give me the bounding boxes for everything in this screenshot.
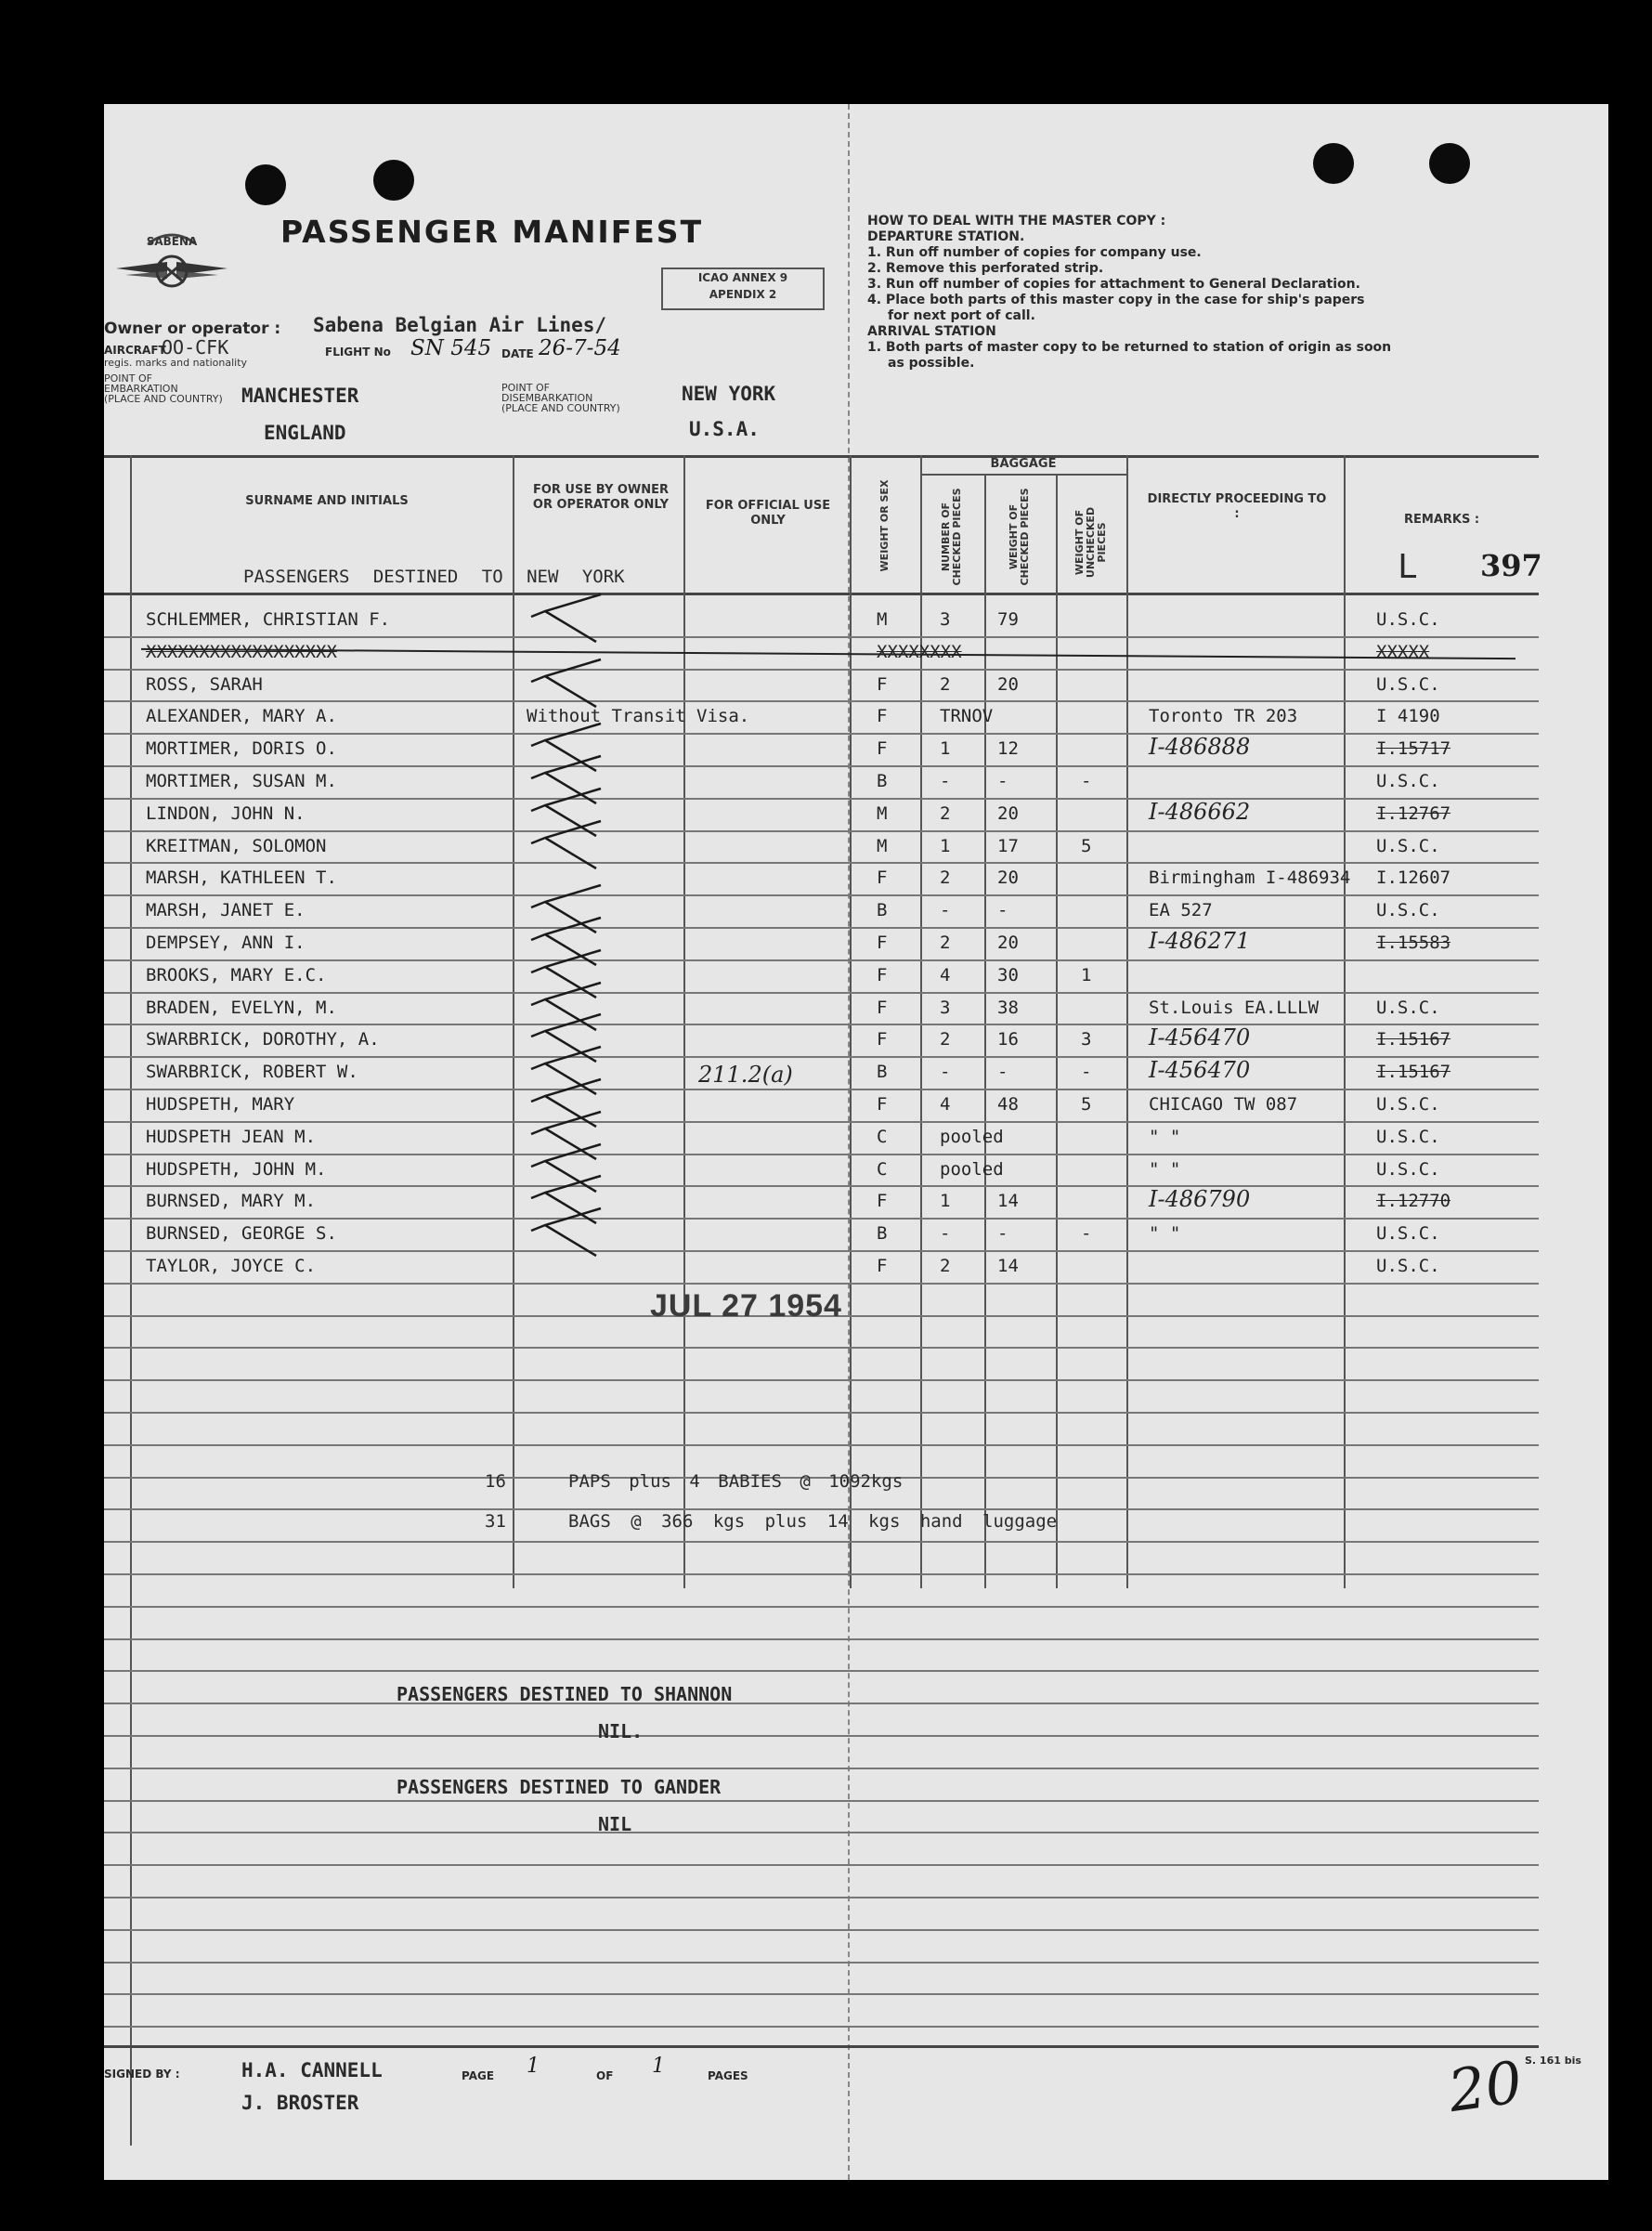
footer-border: [104, 2045, 1539, 2048]
cell-remarks: I.15717: [1376, 738, 1451, 760]
cell-name: SCHLEMMER, CHRISTIAN F.: [146, 609, 391, 630]
row-line: [104, 733, 1539, 735]
row-line: [104, 1800, 1539, 1802]
cell-name: ALEXANDER, MARY A.: [146, 706, 337, 727]
date-label: DATE: [501, 347, 534, 360]
page-value: 1: [527, 2055, 540, 2078]
cell-name: MARSH, JANET E.: [146, 900, 306, 921]
baggage-divider: [920, 474, 1126, 476]
row-line: [104, 1412, 1539, 1414]
col-weight-checked: WEIGHT OF CHECKED PIECES: [1008, 488, 1031, 586]
cell-proceeding: " ": [1149, 1158, 1181, 1180]
col-num-checked: NUMBER OF CHECKED PIECES: [940, 488, 963, 586]
column-divider: [1126, 455, 1128, 1588]
disembark-country: U.S.A.: [689, 418, 760, 440]
cell-proceeding: EA 527: [1149, 900, 1213, 921]
col-weight-unchecked: WEIGHT OF UNCHECKED PIECES: [1073, 506, 1108, 579]
row-line: [104, 1283, 1539, 1285]
cell-remarks: I.15583: [1376, 933, 1451, 953]
annex-line-1: ICAO ANNEX 9: [697, 271, 788, 284]
cell-name: TAYLOR, JOYCE C.: [146, 1256, 317, 1276]
cell-sex: B: [877, 1062, 888, 1083]
date-stamp: JUL 27 1954: [650, 1288, 842, 1324]
cell-weight: 79: [997, 609, 1019, 630]
cell-pieces: 4: [940, 1094, 951, 1115]
row-line: [104, 1670, 1539, 1672]
cell-unchecked: -: [1081, 1062, 1092, 1083]
cell-sex: XXXXXXXX: [877, 641, 962, 662]
row-line: [104, 1541, 1539, 1543]
flight-value: SN 545: [410, 336, 492, 360]
col-owner-use: FOR USE BY OWNER OR OPERATOR ONLY: [532, 483, 670, 512]
cell-pieces: 4: [940, 964, 951, 985]
shannon-value: NIL.: [598, 1720, 644, 1742]
cell-weight: -: [997, 771, 1008, 791]
cell-sex: F: [877, 964, 888, 985]
row-line: [104, 1993, 1539, 1995]
logo-text: SABENA: [146, 235, 198, 248]
cell-sex: M: [877, 802, 888, 824]
cell-pieces: 2: [940, 1256, 951, 1276]
cell-proceeding: I-456470: [1149, 1057, 1251, 1084]
punch-hole: [245, 164, 286, 205]
cell-unchecked: -: [1081, 1223, 1092, 1245]
row-line: [104, 1929, 1539, 1931]
embark-place: MANCHESTER: [241, 385, 359, 407]
cell-remarks: U.S.C.: [1376, 1158, 1440, 1180]
cell-weight: 14: [997, 1256, 1019, 1276]
row-line: [104, 1250, 1539, 1252]
cell-proceeding: " ": [1149, 1126, 1181, 1147]
cell-sex: F: [877, 738, 888, 760]
cell-proceeding: I-456470: [1149, 1024, 1251, 1051]
column-divider: [1056, 474, 1058, 1588]
cell-sex: F: [877, 706, 888, 727]
cell-name: BRADEN, EVELYN, M.: [146, 997, 337, 1018]
cell-remarks: U.S.C.: [1376, 1256, 1440, 1276]
column-divider: [130, 455, 132, 2146]
cell-official: 211.2(a): [698, 1062, 793, 1089]
cell-sex: C: [877, 1126, 888, 1147]
punch-hole: [1313, 143, 1354, 184]
owner-label: Owner or operator :: [104, 320, 281, 338]
cell-weight: 20: [997, 868, 1019, 889]
row-line: [104, 1962, 1539, 1964]
cell-pieces: -: [940, 1062, 951, 1083]
date-value: 26-7-54: [539, 336, 621, 360]
row-line: [104, 1185, 1539, 1187]
summary-line1-text: PAPS plus 4 BABIES @ 1092kgs: [568, 1471, 904, 1492]
aircraft-value: OO-CFK: [162, 336, 229, 359]
column-divider: [984, 474, 986, 1588]
sabena-logo-icon: [111, 217, 232, 320]
cell-remarks: U.S.C.: [1376, 900, 1440, 921]
col-baggage: BAGGAGE: [990, 457, 1057, 471]
cell-remarks: I 4190: [1376, 706, 1440, 727]
cell-pieces: pooled: [940, 1126, 1004, 1147]
cell-sex: F: [877, 1029, 888, 1050]
cell-pieces: TRNOV: [940, 706, 994, 727]
gander-heading: PASSENGERS DESTINED TO GANDER: [397, 1776, 722, 1798]
cell-sex: C: [877, 1158, 888, 1180]
row-line: [104, 798, 1539, 800]
regis-label: regis. marks and nationality: [104, 357, 248, 369]
cell-weight: -: [997, 1223, 1008, 1245]
cell-proceeding: Birmingham I-486934: [1149, 868, 1351, 889]
col-weight-sex: WEIGHT OR SEX: [878, 479, 891, 572]
cell-sex: F: [877, 673, 888, 695]
row-line: [104, 1638, 1539, 1640]
col-remarks: REMARKS :: [1404, 513, 1480, 527]
row-line: [104, 1864, 1539, 1866]
check-mark-icon: [527, 591, 610, 646]
signed-label: SIGNED BY :: [104, 2068, 180, 2081]
cell-proceeding: I-486271: [1149, 928, 1251, 954]
check-mark-icon: [527, 817, 610, 873]
cell-pieces: -: [940, 900, 951, 921]
icao-annex-box: [661, 267, 825, 310]
cell-weight: 16: [997, 1029, 1019, 1050]
check-mark-icon: [527, 1205, 610, 1260]
cell-remarks: U.S.C.: [1376, 771, 1440, 791]
table-top-border: [104, 455, 1539, 458]
instructions: HOW TO DEAL WITH THE MASTER COPY : DEPARTURE STATION. 1. Run off number of copies for company use. 2. Remove this perforated strip. 3. Run off number of copies for attachment to General Declaration. 4. Place both parts of this master copy in the case for ship's papers for next port of call. ARRIVAL STATION 1. Both parts of master copy to be returned to station of origin as soon as possible.: [867, 214, 1392, 371]
cell-weight: 12: [997, 738, 1019, 760]
row-line: [104, 1573, 1539, 1575]
row-line: [104, 765, 1539, 767]
row-line: [104, 1218, 1539, 1220]
cell-pieces: 2: [940, 673, 951, 695]
cell-remarks: U.S.C.: [1376, 1126, 1440, 1147]
cell-sex: B: [877, 771, 888, 791]
cell-name: DEMPSEY, ANN I.: [146, 933, 306, 953]
row-line: [104, 700, 1539, 702]
embark-label: POINT OF EMBARKATION (PLACE AND COUNTRY): [104, 372, 223, 405]
cell-name: BURNSED, GEORGE S.: [146, 1223, 337, 1245]
cell-unchecked: -: [1081, 771, 1092, 791]
cell-proceeding: I-486888: [1149, 734, 1251, 761]
cell-unchecked: 5: [1081, 835, 1092, 856]
cell-proceeding: I-486662: [1149, 798, 1251, 825]
row-line: [104, 636, 1539, 638]
row-line: [104, 1768, 1539, 1769]
manifest-sheet: [104, 104, 1608, 2180]
cell-pieces: 1: [940, 738, 951, 760]
row-line: [104, 1703, 1539, 1704]
cell-pieces: 2: [940, 868, 951, 889]
cell-unchecked: 5: [1081, 1094, 1092, 1115]
row-line: [104, 669, 1539, 671]
row-line: [104, 959, 1539, 961]
summary-line2-text: BAGS @ 366 kgs plus 14 kgs hand luggage: [568, 1511, 1058, 1532]
cell-name: ROSS, SARAH: [146, 673, 263, 695]
handwritten-number: 20: [1444, 2047, 1527, 2126]
cell-name: XXXXXXXXXXXXXXXXXX: [146, 641, 337, 662]
cell-remarks: U.S.C.: [1376, 997, 1440, 1018]
punch-hole: [373, 160, 414, 201]
cell-remarks: XXXXX: [1376, 641, 1430, 662]
row-line: [104, 1056, 1539, 1058]
cell-sex: F: [877, 933, 888, 953]
cell-weight: 30: [997, 964, 1019, 985]
cell-unchecked: 3: [1081, 1029, 1092, 1050]
form-code: S. 161 bis: [1525, 2055, 1581, 2067]
cell-sex: M: [877, 609, 888, 630]
cell-pieces: -: [940, 1223, 951, 1245]
cell-name: MARSH, KATHLEEN T.: [146, 868, 337, 889]
pages-label: PAGES: [708, 2069, 748, 2082]
cell-sex: B: [877, 1223, 888, 1245]
row-line: [104, 1089, 1539, 1090]
column-divider: [513, 455, 514, 1588]
cell-name: BROOKS, MARY E.C.: [146, 964, 327, 985]
cell-sex: F: [877, 1191, 888, 1212]
cell-sex: F: [877, 1256, 888, 1276]
cell-remarks: I.15167: [1376, 1029, 1451, 1050]
row-line: [104, 1897, 1539, 1898]
row-line: [104, 2026, 1539, 2028]
cell-proceeding: " ": [1149, 1223, 1181, 1245]
cell-pieces: 2: [940, 1029, 951, 1050]
shannon-heading: PASSENGERS DESTINED TO SHANNON: [397, 1683, 733, 1705]
cell-pieces: 1: [940, 835, 951, 856]
cell-pieces: pooled: [940, 1158, 1004, 1180]
cell-weight: -: [997, 1062, 1008, 1083]
cell-weight: 48: [997, 1094, 1019, 1115]
col-proceeding: DIRECTLY PROCEEDING TO :: [1147, 492, 1327, 521]
cell-remarks: I.12607: [1376, 868, 1451, 889]
row-line: [104, 894, 1539, 896]
embark-country: ENGLAND: [264, 422, 346, 444]
table-header-border: [104, 593, 1539, 595]
cell-weight: 20: [997, 673, 1019, 695]
annex-line-2: APENDIX 2: [709, 288, 777, 301]
column-divider: [920, 455, 922, 1588]
column-divider: [1344, 455, 1346, 1588]
row-line: [104, 1121, 1539, 1123]
cell-sex: F: [877, 868, 888, 889]
cell-unchecked: 1: [1081, 964, 1092, 985]
page-label: PAGE: [462, 2069, 495, 2082]
col-official: FOR OFFICIAL USE ONLY: [705, 499, 831, 528]
cell-sex: B: [877, 900, 888, 921]
cell-remarks: U.S.C.: [1376, 673, 1440, 695]
page-number: 397: [1480, 548, 1542, 583]
cell-weight: 14: [997, 1191, 1019, 1212]
cell-pieces: -: [940, 771, 951, 791]
flight-label: FLIGHT No: [325, 346, 391, 359]
signed-name-1: H.A. CANNELL: [241, 2059, 383, 2081]
cell-sex: F: [877, 997, 888, 1018]
cell-name: HUDSPETH, MARY: [146, 1094, 295, 1115]
col-surname: SURNAME AND INITIALS: [245, 494, 409, 508]
cell-remarks: U.S.C.: [1376, 609, 1440, 630]
row-line: [104, 1379, 1539, 1381]
cell-remarks: I.12770: [1376, 1191, 1451, 1212]
cell-sex: M: [877, 835, 888, 856]
row-line: [104, 1735, 1539, 1737]
cell-remarks: U.S.C.: [1376, 1094, 1440, 1115]
cell-name: MORTIMER, DORIS O.: [146, 738, 337, 760]
row-line: [104, 927, 1539, 929]
cell-proceeding: CHICAGO TW 087: [1149, 1094, 1298, 1115]
row-line: [104, 1606, 1539, 1608]
row-line: [104, 1024, 1539, 1025]
cell-weight: 17: [997, 835, 1019, 856]
cell-proceeding: Toronto TR 203: [1149, 706, 1298, 727]
row-line: [104, 1444, 1539, 1446]
row-line: [104, 830, 1539, 832]
cell-pieces: 1: [940, 1191, 951, 1212]
row-line: [104, 1832, 1539, 1833]
disembark-label: POINT OF DISEMBARKATION (PLACE AND COUNTRY): [501, 382, 620, 414]
row-line: [104, 1154, 1539, 1155]
row-line: [104, 1347, 1539, 1349]
aircraft-label: AIRCRAFT: [104, 344, 166, 357]
column-divider: [683, 455, 685, 1588]
cell-weight: -: [997, 900, 1008, 921]
signed-name-2: J. BROSTER: [241, 2092, 359, 2114]
cell-weight: 38: [997, 997, 1019, 1018]
cell-pieces: 2: [940, 802, 951, 824]
cell-weight: 20: [997, 933, 1019, 953]
column-divider: [850, 455, 852, 1588]
row-line: [104, 992, 1539, 994]
owner-value: Sabena Belgian Air Lines/: [313, 314, 607, 336]
cell-remarks: I.12767: [1376, 802, 1451, 824]
cell-name: KREITMAN, SOLOMON: [146, 835, 327, 856]
cell-name: HUDSPETH, JOHN M.: [146, 1158, 327, 1180]
cell-weight: 20: [997, 802, 1019, 824]
gander-value: NIL: [598, 1813, 632, 1835]
cell-sex: F: [877, 1094, 888, 1115]
cell-name: HUDSPETH JEAN M.: [146, 1126, 317, 1147]
cancelled-row-strike: [141, 648, 1515, 659]
cell-proceeding: I-486790: [1149, 1186, 1251, 1213]
of-label: OF: [596, 2069, 614, 2082]
form-title: PASSENGER MANIFEST: [280, 214, 704, 250]
row-line: [104, 862, 1539, 864]
section-new-york: PASSENGERS DESTINED TO NEW YORK: [243, 567, 625, 587]
cell-name: SWARBRICK, ROBERT W.: [146, 1062, 358, 1083]
page-letter: L: [1398, 548, 1418, 586]
cell-pieces: 2: [940, 933, 951, 953]
check-mark-icon: [527, 656, 610, 711]
cell-name: LINDON, JOHN N.: [146, 802, 306, 824]
punch-hole: [1429, 143, 1470, 184]
cell-owner: Without Transit Visa.: [527, 706, 750, 727]
disembark-place: NEW YORK: [682, 383, 776, 405]
summary-line2-num: 31: [485, 1511, 506, 1532]
cell-remarks: U.S.C.: [1376, 1223, 1440, 1245]
cell-name: SWARBRICK, DOROTHY, A.: [146, 1029, 380, 1050]
cell-pieces: 3: [940, 997, 951, 1018]
cell-name: MORTIMER, SUSAN M.: [146, 771, 337, 791]
of-value: 1: [652, 2055, 665, 2078]
cell-name: BURNSED, MARY M.: [146, 1191, 317, 1212]
cell-remarks: I.15167: [1376, 1062, 1451, 1083]
cell-proceeding: St.Louis EA.LLLW: [1149, 997, 1320, 1018]
summary-line1-num: 16: [485, 1471, 506, 1492]
cell-remarks: U.S.C.: [1376, 835, 1440, 856]
cell-pieces: 3: [940, 609, 951, 630]
